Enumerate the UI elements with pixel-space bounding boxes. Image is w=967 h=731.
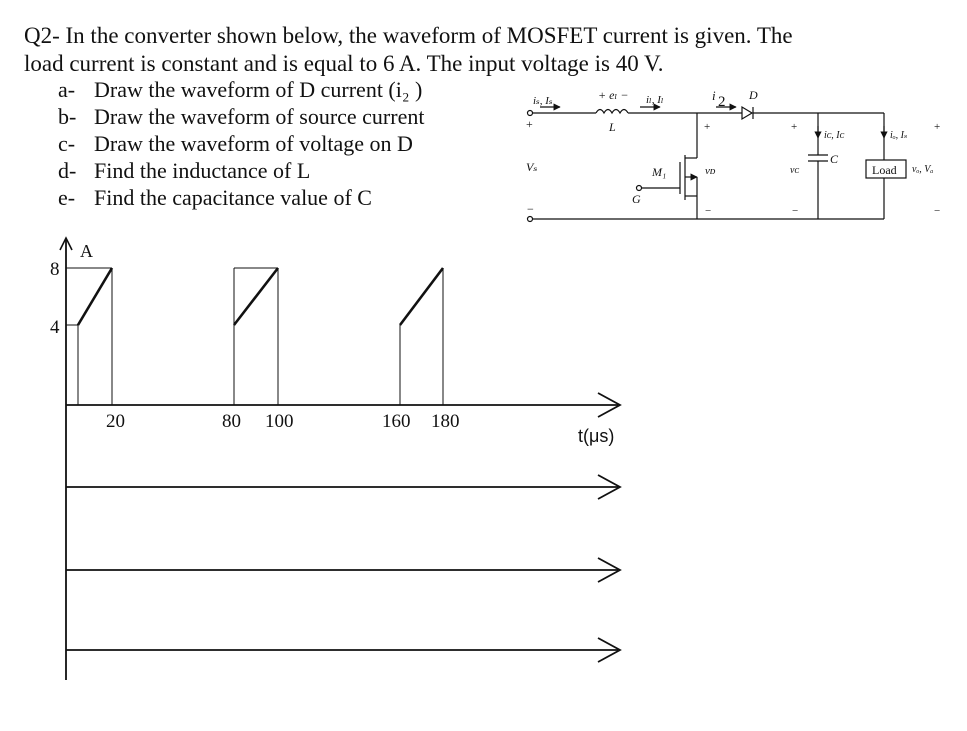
- label-gate: G: [632, 192, 641, 206]
- part-e-letter: e-: [58, 185, 76, 210]
- x-tick-20: 20: [106, 411, 125, 432]
- plus-source: +: [526, 117, 533, 131]
- question-line-2: load current is constant and is equal to 6 A. The input voltage is 40 V.: [24, 51, 664, 76]
- diode-symbol: [742, 107, 752, 119]
- boost-converter-circuit: [528, 107, 907, 222]
- label-source-voltage: Vₛ: [526, 160, 538, 174]
- label-cap-voltage: vᴄ: [790, 165, 799, 176]
- source-terminal-top: [528, 111, 533, 116]
- part-a-text: Draw the waveform of D current (i₂ ): [94, 77, 423, 102]
- waveform-labels: [50, 241, 614, 446]
- x-tick-80: 80: [222, 411, 241, 432]
- part-c-letter: c-: [58, 131, 76, 156]
- label-load-current: iₒ, Iₛ: [890, 130, 908, 141]
- part-e-text: Find the capacitance value of C: [94, 185, 372, 210]
- label-capacitor: C: [830, 152, 839, 166]
- part-d-text: Find the inductance of L: [94, 158, 311, 183]
- mosfet-current-ramp-2: [234, 268, 278, 325]
- part-a-letter: a-: [58, 77, 76, 102]
- waveform-graph: [60, 238, 620, 680]
- part-c-text: Draw the waveform of voltage on D: [94, 131, 413, 156]
- minus-load: −: [934, 205, 941, 217]
- x-tick-180: 180: [431, 411, 460, 432]
- y-tick-8: 8: [50, 259, 60, 280]
- label-load: Load: [872, 163, 897, 177]
- label-mosfet: M₁: [652, 165, 667, 179]
- mosfet-current-ramp-1: [78, 268, 112, 325]
- part-b-text: Draw the waveform of source current: [94, 104, 425, 129]
- part-d-letter: d-: [58, 158, 77, 183]
- label-diode-current-sub: 2: [718, 94, 726, 110]
- x-tick-160: 160: [382, 411, 411, 432]
- y-tick-4: 4: [50, 317, 60, 338]
- source-terminal-bottom: [528, 217, 533, 222]
- y-unit-label: A: [80, 241, 93, 261]
- label-diode: D: [749, 88, 758, 102]
- minus-cap-voltage: −: [792, 205, 799, 217]
- part-b-letter: b-: [58, 104, 77, 129]
- plus-load: +: [934, 121, 941, 133]
- mosfet-current-ramp-3: [400, 268, 443, 325]
- time-axis-label: t(μs): [578, 426, 615, 446]
- question-line-1: Q2- In the converter shown below, the waveform of MOSFET current is given. The: [24, 23, 793, 48]
- plus-cap-voltage: +: [791, 121, 798, 133]
- label-inductor-current: iₗ, Iₗ: [646, 94, 664, 106]
- minus-diode-voltage: −: [705, 205, 712, 217]
- label-diode-voltage: vᴅ: [705, 165, 716, 177]
- gate-terminal: [637, 186, 642, 191]
- x-tick-100: 100: [265, 411, 294, 432]
- label-load-voltage: vₒ, Vₐ: [912, 164, 934, 175]
- label-diode-current: i: [712, 88, 716, 103]
- label-source-current: iₛ, Iₛ: [533, 95, 553, 107]
- label-cap-current: iᴄ, Iᴄ: [824, 130, 845, 141]
- minus-source: −: [527, 202, 534, 216]
- plus-diode-voltage: +: [704, 121, 711, 133]
- label-inductor-voltage: + eₗ −: [598, 88, 629, 102]
- inductor-symbol: [596, 110, 628, 114]
- label-inductor: L: [609, 120, 616, 134]
